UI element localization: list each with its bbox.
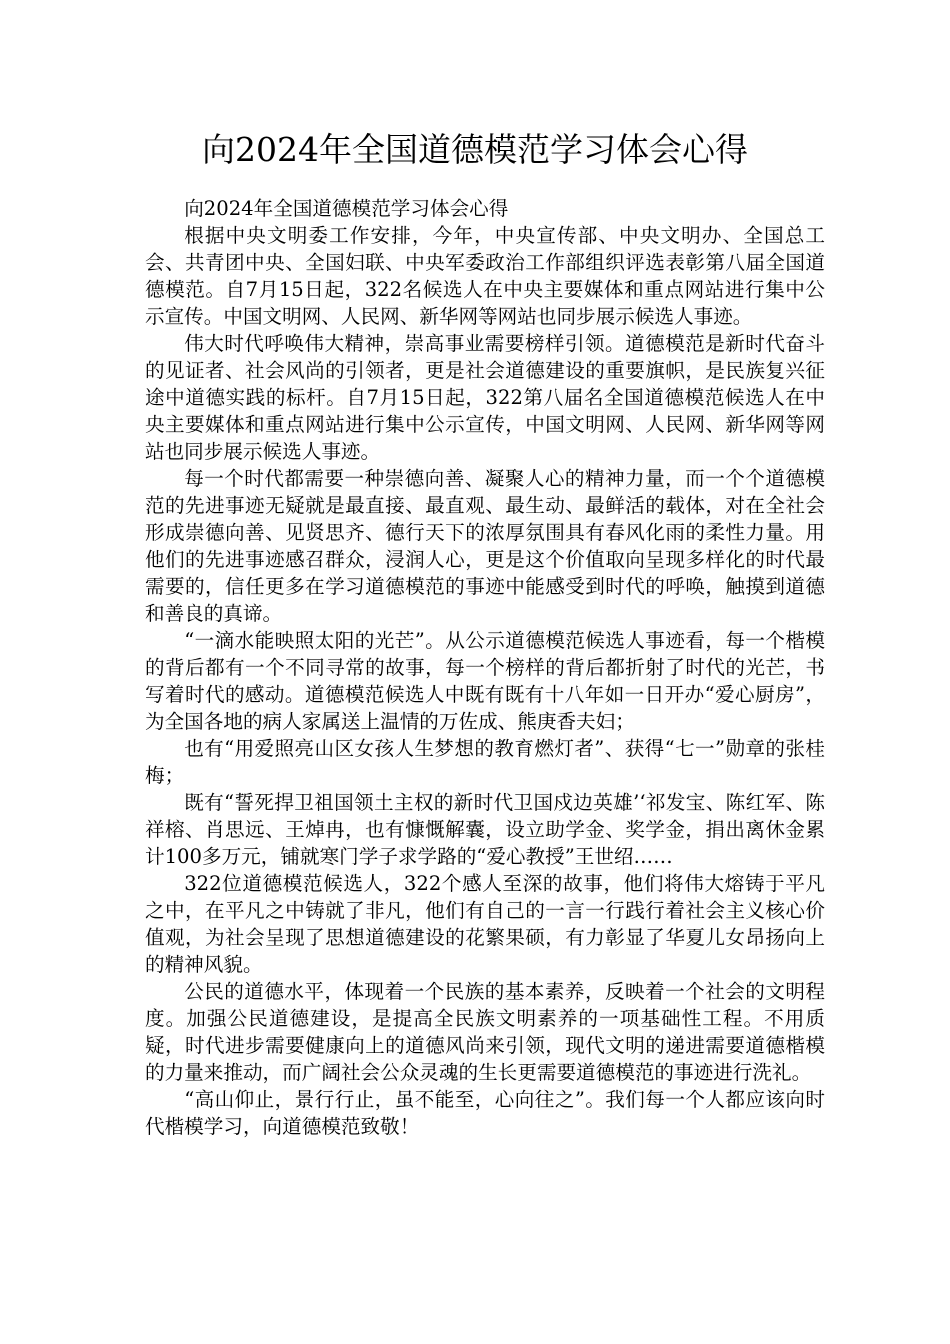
paragraph-subtitle: 向2024年全国道德模范学习体会心得: [184, 197, 509, 220]
document-body: [145, 195, 825, 1140]
paragraph-closing: “高山仰止，景行行止，虽不能至，心向往之”。我们每一个人都应该向时代楷模学习，向道德模范致敬！: [145, 1088, 825, 1138]
paragraph: 伟大时代呼唤伟大精神，崇高事业需要榜样引领。道德模范是新时代奋斗的见证者、社会风尚的引领者，更是社会道德建设的重要旗帜，是民族复兴征途中道德实践的标杆。自7月15日起，322第八届名全国道德模范候选人在中央主要媒体和重点网站进行集中公示宣传，中国文明网、人民网、新华网等网站也同步展示候选人事迹。: [145, 332, 825, 463]
paragraph: 也有“用爱照亮山区女孩人生梦想的教育燃灯者”、获得“七一”勋章的张桂梅；: [145, 737, 825, 787]
paragraph: 根据中央文明委工作安排，今年，中央宣传部、中央文明办、全国总工会、共青团中央、全国妇联、中央军委政治工作部组织评选表彰第八届全国道德模范。自7月15日起，322名候选人在中央主要媒体和重点网站进行集中公示宣传。中国文明网、人民网、新华网等网站也同步展示候选人事迹。: [145, 224, 825, 328]
paragraph: “一滴水能映照太阳的光芒”。从公示道德模范候选人事迹看，每一个楷模的背后都有一个不同寻常的故事，每一个榜样的背后都折射了时代的光芒，书写着时代的感动。道德模范候选人中既有既有十八年如一日开办“爱心厨房”，为全国各地的病人家属送上温情的万佐成、熊庚香夫妇；: [145, 629, 825, 733]
paragraph: 322位道德模范候选人，322个感人至深的故事，他们将伟大熔铸于平凡之中，在平凡之中铸就了非凡，他们有自己的一言一行践行着社会主义核心价值观，为社会呈现了思想道德建设的花繁果硕，有力彰显了华夏儿女昂扬向上的精神风貌。: [145, 872, 825, 976]
paragraph: 每一个时代都需要一种崇德向善、凝聚人心的精神力量，而一个个道德模范的先进事迹无疑就是最直接、最直观、最生动、最鲜活的载体，对在全社会形成崇德向善、见贤思齐、德行天下的浓厚氛围具有春风化雨的柔性力量。用他们的先进事迹感召群众，浸润人心，更是这个价值取向呈现多样化的时代最需要的，信任更多在学习道德模范的事迹中能感受到时代的呼唤，触摸到道德和善良的真谛。: [145, 467, 825, 625]
document-title: 向2024年全国道德模范学习体会心得: [202, 130, 748, 169]
paragraph: 既有“誓死捍卫祖国领土主权的新时代卫国戍边英雄’‘祁发宝、陈红军、陈祥榕、肖思远、王焯冉，也有慷慨解囊，设立助学金、奖学金，捐出离休金累计100多万元，铺就寒门学子求学路的“爱心教授”王世绍……: [145, 791, 825, 868]
paragraph: 公民的道德水平，体现着一个民族的基本素养，反映着一个社会的文明程度。加强公民道德建设，是提高全民族文明素养的一项基础性工程。不用质疑，时代进步需要健康向上的道德风尚来引领，现代文明的递进需要道德楷模的力量来推动，而广阔社会公众灵魂的生长更需要道德模范的事迹进行洗礼。: [145, 980, 825, 1084]
